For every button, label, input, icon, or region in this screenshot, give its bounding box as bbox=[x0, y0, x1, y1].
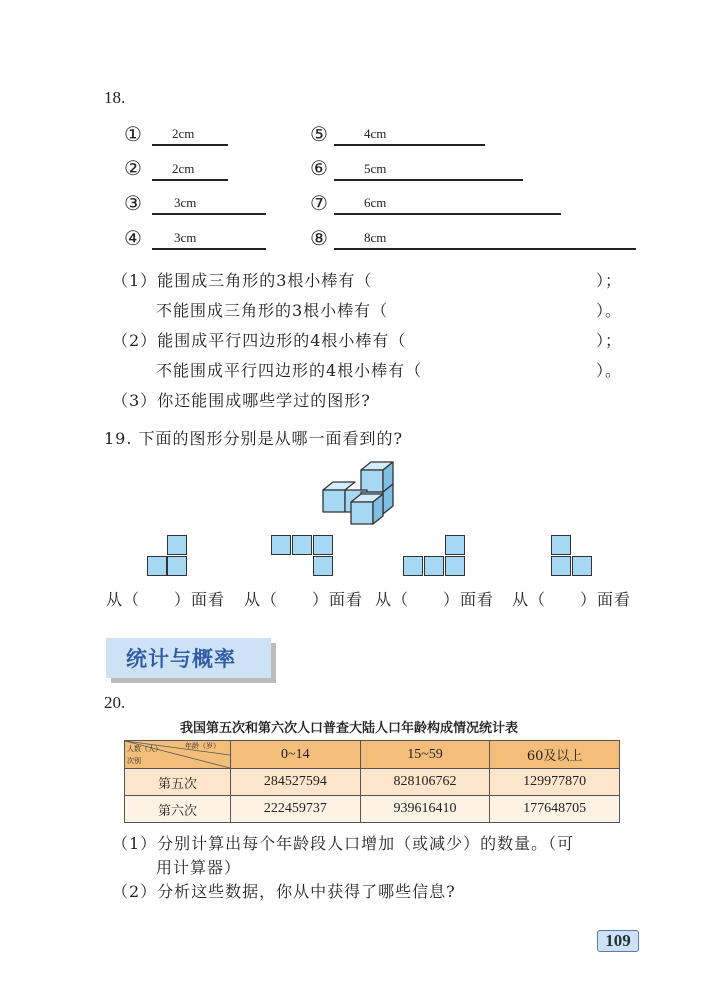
stick-id: ⑤ bbox=[310, 122, 328, 146]
stick-length: 2cm bbox=[172, 126, 195, 141]
square bbox=[572, 556, 592, 576]
corner-top: 年龄（岁） bbox=[185, 742, 220, 750]
corner-middle: 人数（人） bbox=[127, 745, 162, 753]
stick-id: ② bbox=[124, 156, 142, 180]
stick-length: 2cm bbox=[172, 161, 195, 176]
q20-sub-2: （2）分析这些数据，你从中获得了哪些信息? bbox=[112, 882, 456, 901]
question-text: 能围成平行四边形的4根小棒有（ bbox=[157, 331, 407, 350]
square bbox=[271, 535, 291, 555]
stick-id: ③ bbox=[124, 191, 142, 215]
stick bbox=[334, 128, 485, 146]
sub-number: （3） bbox=[112, 391, 158, 410]
view-caption-1: 从（ ）面看 bbox=[106, 590, 226, 609]
q20-sub-1-continued: 用计算器） bbox=[156, 858, 242, 877]
corner-bottom: 次别 bbox=[127, 757, 141, 765]
corner-cell bbox=[125, 741, 231, 769]
table-title: 我国第五次和第六次人口普查大陆人口年龄构成情况统计表 bbox=[180, 721, 519, 736]
stick bbox=[334, 163, 523, 181]
row-label: 第六次 bbox=[125, 796, 231, 823]
sub-number: （2） bbox=[112, 331, 158, 350]
stick bbox=[334, 232, 636, 250]
page-number: 109 bbox=[597, 930, 639, 952]
question-19-text: 19. 下面的图形分别是从哪一面看到的? bbox=[104, 429, 404, 448]
square bbox=[424, 556, 444, 576]
square bbox=[551, 556, 571, 576]
square bbox=[167, 556, 187, 576]
column-header: 60及以上 bbox=[490, 741, 620, 769]
stick bbox=[334, 197, 561, 215]
q18-line-2: 不能围成三角形的3根小棒有（ bbox=[156, 301, 389, 320]
view-caption-3: 从（ ）面看 bbox=[375, 590, 495, 609]
q20-sub-1: （1）分别计算出每个年龄段人口增加（或减少）的数量。（可 bbox=[112, 834, 575, 853]
answer-close: ）。 bbox=[596, 361, 623, 380]
table-cell: 129977870 bbox=[490, 769, 620, 796]
square bbox=[403, 556, 423, 576]
view-caption-4: 从（ ）面看 bbox=[512, 590, 632, 609]
stick-id: ① bbox=[124, 122, 142, 146]
census-table bbox=[124, 740, 620, 823]
stick bbox=[152, 163, 228, 181]
q18-line-4: 不能围成平行四边形的4根小棒有（ bbox=[156, 361, 423, 380]
section-banner bbox=[106, 638, 271, 678]
question-text: 能围成三角形的3根小棒有（ bbox=[157, 271, 373, 290]
answer-close: ）； bbox=[596, 271, 623, 290]
answer-close: ）； bbox=[596, 331, 623, 350]
q18-line-1 bbox=[112, 268, 372, 291]
table-row bbox=[125, 796, 620, 823]
stick-id: ⑧ bbox=[310, 226, 328, 250]
table-cell: 828106762 bbox=[360, 769, 490, 796]
cube-stack-figure bbox=[315, 458, 400, 528]
square bbox=[292, 535, 312, 555]
question-text: 你还能围成哪些学过的图形? bbox=[157, 391, 371, 410]
q18-line-5 bbox=[112, 388, 371, 411]
question-18-number: 18. bbox=[104, 88, 126, 107]
square bbox=[167, 535, 187, 555]
stick-length: 4cm bbox=[364, 126, 387, 141]
stick bbox=[152, 197, 266, 215]
answer-close: ）。 bbox=[596, 301, 623, 320]
square bbox=[147, 556, 167, 576]
table-cell: 177648705 bbox=[490, 796, 620, 823]
square bbox=[313, 535, 333, 555]
square bbox=[551, 535, 571, 555]
column-header: 0~14 bbox=[231, 741, 361, 769]
q18-line-3 bbox=[112, 328, 406, 351]
stick-id: ④ bbox=[124, 226, 142, 250]
stick-length: 5cm bbox=[364, 161, 387, 176]
square bbox=[445, 535, 465, 555]
sub-number: （1） bbox=[112, 271, 158, 290]
stick-id: ⑦ bbox=[310, 191, 328, 215]
stick-id: ⑥ bbox=[310, 156, 328, 180]
square bbox=[313, 556, 333, 576]
square bbox=[445, 556, 465, 576]
stick-length: 3cm bbox=[174, 195, 197, 210]
stick-length: 8cm bbox=[364, 230, 387, 245]
section-title: 统计与概率 bbox=[126, 647, 236, 671]
view-caption-2: 从（ ）面看 bbox=[244, 590, 364, 609]
stick-length: 6cm bbox=[364, 195, 387, 210]
stick bbox=[152, 232, 266, 250]
column-header: 15~59 bbox=[360, 741, 490, 769]
table-cell: 939616410 bbox=[360, 796, 490, 823]
row-label: 第五次 bbox=[125, 769, 231, 796]
stick bbox=[152, 128, 228, 146]
table-row bbox=[125, 769, 620, 796]
question-20-number: 20. bbox=[104, 693, 126, 712]
stick-length: 3cm bbox=[174, 230, 197, 245]
table-cell: 284527594 bbox=[231, 769, 361, 796]
table-cell: 222459737 bbox=[231, 796, 361, 823]
table-header-row bbox=[125, 741, 620, 769]
